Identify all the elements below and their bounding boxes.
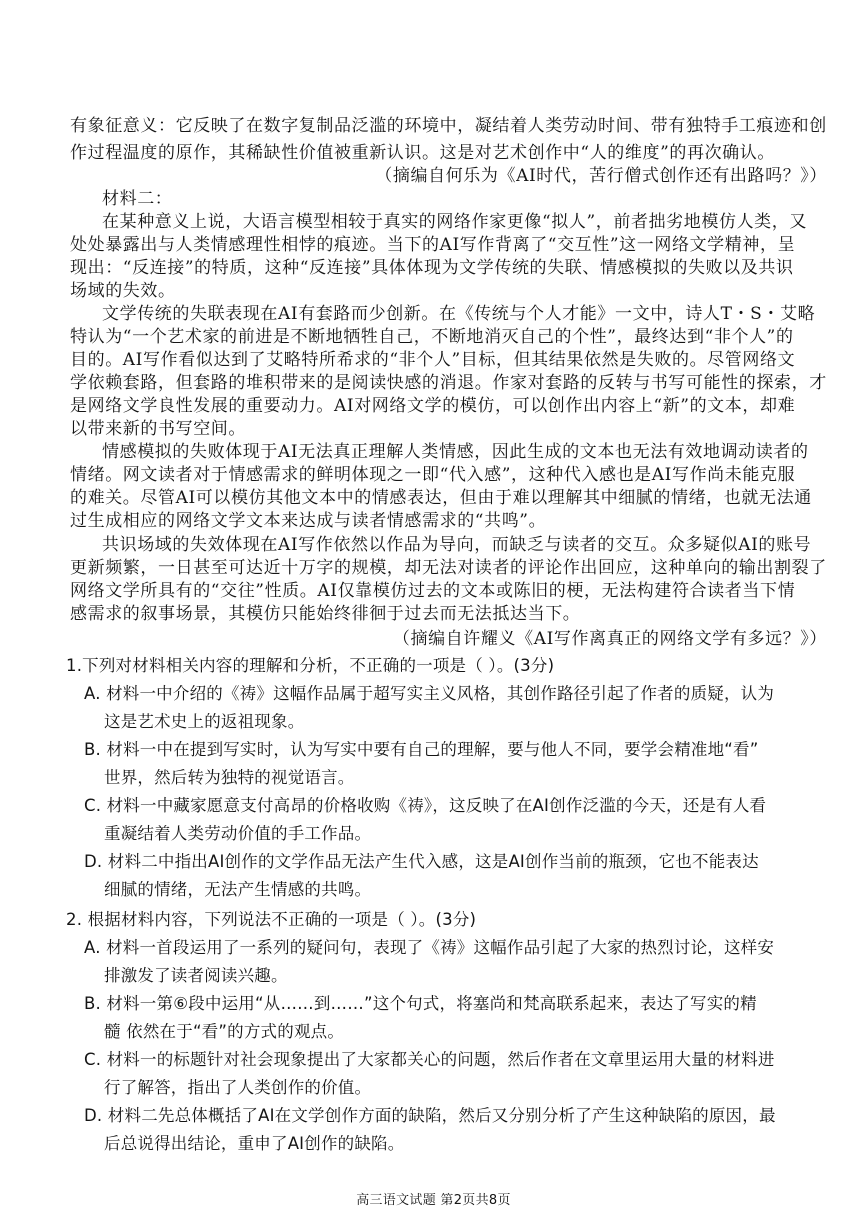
body-text-line: 特认为“一个艺术家的前进是不断地牺牲自己，不断地消灭自己的个性”，最终达到“非个人”的: [70, 327, 794, 347]
question-1-stem: 1.下列对材料相关内容的理解和分析，不正确的一项是（ ）。(3分): [66, 656, 555, 675]
body-text-line: 文学传统的失联表现在AI有套路而少创新。在《传统与个人才能》一文中，诗人T・S・艾略: [102, 304, 816, 324]
material-two-heading: 材料二：: [102, 189, 173, 209]
question-2-option-c: C. 材料一的标题针对社会现象提出了大家都关心的问题，然后作者在文章里运用大量的材料进: [84, 1050, 775, 1069]
question-2-stem: 2. 根据材料内容，下列说法不正确的一项是（ ）。(3分): [66, 910, 477, 929]
citation-material-one: （摘编自何乐为《AI时代，苦行僧式创作还有出路吗？》）: [375, 166, 827, 186]
body-text-line: 更新频繁，一日甚至可达近十万字的规模，却无法对读者的评论作出回应，这种单向的输出割裂了: [70, 558, 827, 578]
body-text-line: 处处暴露出与人类情感理性相悖的痕迹。当下的AI写作背离了“交互性”这一网络文学精神，呈: [70, 235, 796, 255]
question-2-option-a-cont: 排激发了读者阅读兴趣。: [104, 966, 288, 985]
question-1-option-c: C. 材料一中藏家愿意支付高昂的价格收购《祷》，这反映了在AI创作泛滥的今天，还是有人看: [84, 796, 767, 815]
question-1-option-d-cont: 细腻的情绪，无法产生情感的共鸣。: [104, 880, 372, 899]
body-text-line: 作过程温度的原作，其稀缺性价值被重新认识。这是对艺术创作中“人的维度”的再次确认。: [70, 143, 775, 163]
body-text-line: 情绪。网文读者对于情感需求的鲜明体现之一即“代入感”，这种代入感也是AI写作尚未能克服: [70, 465, 796, 485]
question-2-option-b: B. 材料一第⑥段中运用“从……到……”这个句式，将塞尚和梵高联系起来，表达了写实的精: [84, 994, 757, 1013]
body-text-line: 的难关。尽管AI可以模仿其他文本中的情感表达，但由于难以理解其中细腻的情绪，也就无法通: [70, 488, 812, 508]
question-1-option-b-cont: 世界，然后转为独特的视觉语言。: [104, 768, 355, 787]
page-footer: 高三语文试题 第2页共8页: [356, 1193, 511, 1208]
body-text-line: 场域的失效。: [70, 281, 176, 301]
body-text-line: 情感模拟的失败体现于AI无法真正理解人类情感，因此生成的文本也无法有效地调动读者的: [102, 442, 809, 462]
body-text-line: 感需求的叙事场景，其模仿只能始终徘徊于过去而无法抵达当下。: [70, 604, 581, 624]
question-2-option-b-cont: 髓 依然在于“看”的方式的观点。: [104, 1022, 345, 1041]
body-text-line: 过生成相应的网络文学文本来达成与读者情感需求的“共鸣”。: [70, 511, 547, 531]
body-text-line: 学依赖套路，但套路的堆积带来的是阅读快感的消退。作家对套路的反转与书写可能性的探索，才: [70, 373, 827, 393]
question-1-option-b: B. 材料一中在提到写实时，认为写实中要有自己的理解，要与他人不同，要学会精准地“看”: [84, 740, 759, 759]
body-text-line: 是网络文学良性发展的重要动力。AI对网络文学的模仿，可以创作出内容上“新”的文本，却难: [70, 396, 796, 416]
body-text-line: 现出：“反连接”的特质，这种“反连接”具体体现为文学传统的失联、情感模拟的失败以及共识: [70, 258, 794, 278]
question-1-option-c-cont: 重凝结着人类劳动价值的手工作品。: [104, 824, 372, 843]
question-1-option-a-cont: 这是艺术史上的返祖现象。: [104, 712, 305, 731]
question-1-option-d: D. 材料二中指出AI创作的文学作品无法产生代入感，这是AI创作当前的瓶颈，它也不能表达: [84, 852, 759, 871]
citation-material-two: （摘编自许耀义《AI写作离真正的网络文学有多远？》）: [392, 629, 827, 649]
question-2-option-d-cont: 后总说得出结论，重申了AI创作的缺陷。: [104, 1134, 405, 1153]
question-1-option-a: A. 材料一中介绍的《祷》这幅作品属于超写实主义风格，其创作路径引起了作者的质疑，认为: [84, 684, 775, 703]
question-2-option-c-cont: 行了解答，指出了人类创作的价值。: [104, 1078, 372, 1097]
body-text-line: 网络文学所具有的“交往”性质。AI仅靠模仿过去的文本或陈旧的梗，无法构建符合读者当下情: [70, 581, 796, 601]
question-2-option-a: A. 材料一首段运用了一系列的疑问句，表现了《祷》这幅作品引起了大家的热烈讨论，这样安: [84, 938, 775, 957]
body-text-line: 有象征意义：它反映了在数字复制品泛滥的环境中，凝结着人类劳动时间、带有独特手工痕迹和创: [70, 116, 827, 136]
body-text-line: 共识场域的失效体现在AI写作依然以作品为导向，而缺乏与读者的交互。众多疑似AI的账号: [102, 535, 812, 555]
question-2-option-d: D. 材料二先总体概括了AI在文学创作方面的缺陷，然后又分别分析了产生这种缺陷的原因，最: [84, 1106, 776, 1125]
body-text-line: 目的。AI写作看似达到了艾略特所希求的“非个人”目标，但其结果依然是失败的。尽管网络文: [70, 350, 796, 370]
body-text-line: 以带来新的书写空间。: [70, 419, 246, 439]
body-text-line: 在某种意义上说，大语言模型相较于真实的网络作家更像“拟人”，前者拙劣地模仿人类，又: [102, 212, 807, 232]
